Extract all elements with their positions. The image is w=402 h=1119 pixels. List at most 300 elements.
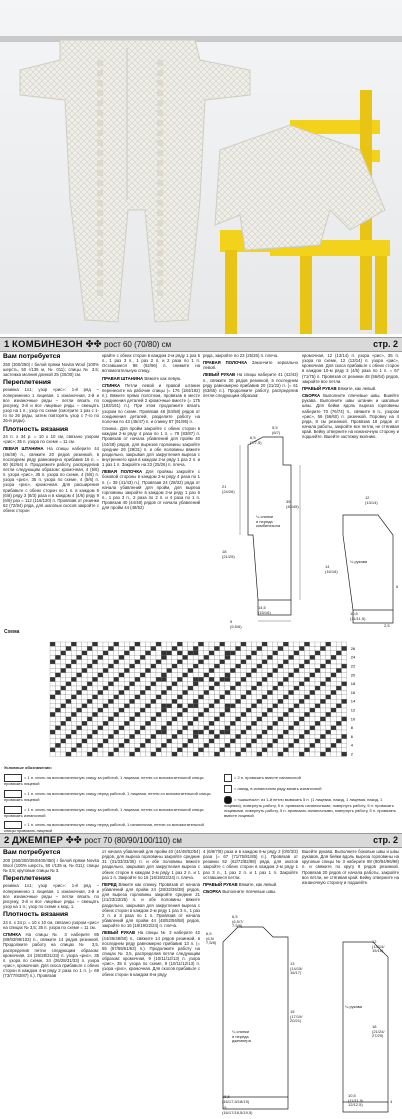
chart-cell xyxy=(119,704,124,708)
chart-cell xyxy=(278,690,283,694)
chart-cell xyxy=(92,712,97,716)
chart-cell xyxy=(241,646,246,650)
chart-cell xyxy=(82,726,87,730)
chart-cell xyxy=(92,642,97,646)
chart-cell xyxy=(331,730,336,734)
chart-cell xyxy=(331,668,336,672)
photo-illustration xyxy=(0,0,402,334)
chart-cell xyxy=(50,651,55,655)
chart-cell xyxy=(299,708,304,712)
chart-cell xyxy=(77,673,82,677)
chart-cell xyxy=(214,717,219,721)
chart-cell xyxy=(188,726,193,730)
chart-cell xyxy=(198,686,203,690)
chart-cell xyxy=(262,690,267,694)
chart-cell xyxy=(220,743,225,747)
chart-cell xyxy=(50,699,55,703)
chart-cell xyxy=(315,664,320,668)
chart-cell xyxy=(257,660,262,664)
chart-cell xyxy=(71,668,76,672)
chart-cell xyxy=(204,712,209,716)
chart-cell xyxy=(257,682,262,686)
chart-cell xyxy=(50,664,55,668)
chart-cell xyxy=(315,752,320,756)
chart-cell xyxy=(50,730,55,734)
chart-cell xyxy=(98,739,103,743)
chart-cell xyxy=(151,699,156,703)
chart-cell xyxy=(310,712,315,716)
chart-cell xyxy=(283,655,288,659)
chart-cell xyxy=(220,668,225,672)
chart-cell xyxy=(236,752,241,756)
chart-cell xyxy=(294,748,299,752)
s1-assembly-text: Выполните плечевые швы. Вшейте рукава. Выполните швы штанин и шаговые швы. Для бейки вдоль выреза горловины наберите 70 (76/74) п., свяжите 6 п., узором «рис», 56 (56/60) п. резинкой. Поровну на 4 ряда, 8 см резинкой. Провязав 18 рядов от начала работы, закройте все петли, не стягивая край. Бейку отверните на изнаночную сторону и подшейте. Вшейте застежку молнию. xyxy=(302,393,399,440)
chart-cell xyxy=(236,730,241,734)
chart-cell xyxy=(50,673,55,677)
chart-cell xyxy=(230,704,235,708)
chart-cell xyxy=(230,668,235,672)
chart-cell xyxy=(342,739,347,743)
chart-cell xyxy=(193,642,198,646)
chart-cell xyxy=(145,651,150,655)
chart-cell xyxy=(251,739,256,743)
chart-cell xyxy=(331,743,336,747)
chart-cell xyxy=(336,673,341,677)
chart-cell xyxy=(188,752,193,756)
chart-cell xyxy=(336,717,341,721)
chart-cell xyxy=(140,690,145,694)
chart-cell xyxy=(66,739,71,743)
chart-cell xyxy=(135,730,140,734)
chart-cell xyxy=(289,642,294,646)
chart-cell xyxy=(188,646,193,650)
chart-cell xyxy=(77,730,82,734)
chart-cell xyxy=(193,717,198,721)
chart-cell xyxy=(342,712,347,716)
chart-cell xyxy=(225,673,230,677)
s1-right-sleeve-text: Вяжите, как левый. xyxy=(337,385,377,391)
chart-cell xyxy=(246,655,251,659)
chart-cell xyxy=(225,704,230,708)
chart-cell xyxy=(278,712,283,716)
chart-cell xyxy=(326,739,331,743)
chart-cell xyxy=(177,704,182,708)
chart-cell xyxy=(108,655,113,659)
chart-cell xyxy=(331,677,336,681)
chart-cell xyxy=(108,730,113,734)
chart-cell xyxy=(342,708,347,712)
chart-cell xyxy=(267,748,272,752)
chart-cell xyxy=(251,642,256,646)
chart-cell xyxy=(273,690,278,694)
chart-cell xyxy=(299,651,304,655)
chart-cell xyxy=(304,721,309,725)
chart-cell xyxy=(130,651,135,655)
chart-cell xyxy=(262,686,267,690)
chart-cell xyxy=(278,717,283,721)
chart-cell xyxy=(320,668,325,672)
chart-cell xyxy=(214,668,219,672)
chart-cell xyxy=(92,748,97,752)
chart-cell xyxy=(66,682,71,686)
chart-cell xyxy=(315,682,320,686)
chart-cell xyxy=(320,708,325,712)
chart-cell xyxy=(167,677,172,681)
chart-cell xyxy=(82,642,87,646)
chart-cell xyxy=(304,712,309,716)
chart-cell xyxy=(214,704,219,708)
chart-cell xyxy=(156,673,161,677)
chart-cell xyxy=(167,708,172,712)
chart-cell xyxy=(283,704,288,708)
s1-label-sleeve-cuff: 6 xyxy=(396,584,399,589)
chart-cell xyxy=(236,646,241,650)
chart-cell xyxy=(198,690,203,694)
chart-cell xyxy=(50,734,55,738)
chart-cell xyxy=(82,704,87,708)
chart-cell xyxy=(209,752,214,756)
chart-cell xyxy=(188,748,193,752)
chart-cell xyxy=(273,677,278,681)
chart-cell xyxy=(257,730,262,734)
chart-cell xyxy=(183,739,188,743)
chart-cell xyxy=(294,699,299,703)
chart-cell xyxy=(145,677,150,681)
section2-size: рост 70 (80/90/100/110) см xyxy=(84,836,182,845)
chart-cell xyxy=(336,690,341,694)
chart-cell xyxy=(236,686,241,690)
chart-cell xyxy=(135,726,140,730)
chart-cell xyxy=(66,708,71,712)
chart-cell xyxy=(283,721,288,725)
chart-cell xyxy=(220,748,225,752)
s1-left-sleeve-text: На спицы наберите 41 (42/43) п., свяжите 20 рядов резинкой, в последнем ряду равномерно прибавив 20 (21/22) п. (= 61 (63/65) п.). Продолжите работу, распределив петли следующим образом: xyxy=(203,372,298,399)
chart-cell xyxy=(140,655,145,659)
s2-label-piece-name: ¼ спинки и переда джемпера xyxy=(232,1029,251,1044)
s1-patterns-text: резинка 1x1; узор «рис»: 1-й ряд – попеременно 1 лицевая, 1 изнаночная, 2-й и все изнаночные ряды – петли вязать по рисунку, 3-й и все лицевые ряды – смещать узор на 1 п.; узор по схеме (смотрите 1 раз с 1-го по 26 ряды, затем повторять узор с 7-го по 26-й ряды). xyxy=(3,387,99,424)
chart-cell xyxy=(230,655,235,659)
chart-cell xyxy=(167,651,172,655)
chart-cell xyxy=(77,677,82,681)
chart-cell xyxy=(114,664,119,668)
chart-cell xyxy=(161,704,166,708)
chart-cell xyxy=(66,660,71,664)
chart-cell xyxy=(161,726,166,730)
chart-cell xyxy=(55,651,60,655)
chart-cell xyxy=(119,743,124,747)
chart-cell xyxy=(320,748,325,752)
chart-cell xyxy=(71,646,76,650)
chart-cell xyxy=(204,726,209,730)
chart-cell xyxy=(273,726,278,730)
chart-cell xyxy=(331,739,336,743)
chart-cell xyxy=(183,682,188,686)
chart-cell xyxy=(172,743,177,747)
chart-cell xyxy=(145,668,150,672)
s1-label-neck-width: 5,5 (6/7) xyxy=(272,425,281,435)
chart-cell xyxy=(177,651,182,655)
chart-cell xyxy=(236,726,241,730)
chart-cell xyxy=(103,695,108,699)
chart-cell xyxy=(326,677,331,681)
chart-cell xyxy=(342,682,347,686)
chart-cell xyxy=(145,664,150,668)
chart-cell xyxy=(103,642,108,646)
chart-cell xyxy=(225,752,230,756)
chart-cell xyxy=(87,721,92,725)
chart-cell xyxy=(103,664,108,668)
chart-cell xyxy=(209,677,214,681)
chart-cell xyxy=(241,642,246,646)
chart-cell xyxy=(124,708,129,712)
s2-label-width2: 15 (16/17/18,5/19,5) xyxy=(222,1105,253,1115)
chart-cell xyxy=(326,642,331,646)
chart-cell xyxy=(156,752,161,756)
chart-cell xyxy=(198,739,203,743)
chart-cell xyxy=(225,734,230,738)
chart-cell xyxy=(66,743,71,747)
chart-cell xyxy=(320,686,325,690)
chart-cell xyxy=(278,708,283,712)
sweater-sleeve-outline xyxy=(343,939,388,1102)
chart-cell xyxy=(236,734,241,738)
chart-cell xyxy=(204,734,209,738)
chart-cell xyxy=(214,734,219,738)
chart-cell xyxy=(172,717,177,721)
chart-cell xyxy=(246,704,251,708)
chart-cell xyxy=(214,699,219,703)
chart-cell xyxy=(262,708,267,712)
chart-cell xyxy=(82,686,87,690)
chart-cell xyxy=(103,721,108,725)
chart-cell xyxy=(262,651,267,655)
chart-cell xyxy=(246,682,251,686)
chart-cell xyxy=(167,690,172,694)
section1-title: КОМБИНЕЗОН xyxy=(11,339,83,350)
chart-cell xyxy=(251,668,256,672)
section2-column-3 xyxy=(203,849,298,911)
chart-cell xyxy=(310,730,315,734)
chart-cell xyxy=(220,704,225,708)
chart-cell xyxy=(55,717,60,721)
chart-cell xyxy=(315,712,320,716)
chart-cell xyxy=(273,743,278,747)
chart-cell xyxy=(130,721,135,725)
chart-cell xyxy=(172,704,177,708)
chart-row-label: 6 xyxy=(350,733,354,739)
chart-cell xyxy=(278,743,283,747)
chart-cell xyxy=(140,704,145,708)
chart-cell xyxy=(331,642,336,646)
chart-cell xyxy=(140,668,145,672)
chart-cell xyxy=(257,651,262,655)
chart-cell xyxy=(257,695,262,699)
chart-cell xyxy=(299,748,304,752)
chart-cell xyxy=(193,660,198,664)
chart-cell xyxy=(220,734,225,738)
chart-cell xyxy=(108,739,113,743)
chart-cell xyxy=(183,646,188,650)
chart-cell xyxy=(77,752,82,756)
chart-cell xyxy=(236,682,241,686)
section2-column-2 xyxy=(102,849,200,1117)
chart-cell xyxy=(267,677,272,681)
chart-cell xyxy=(220,651,225,655)
chart-cell xyxy=(336,651,341,655)
chart-cell xyxy=(177,699,182,703)
chart-cell xyxy=(130,682,135,686)
chart-cell xyxy=(161,655,166,659)
chart-cell xyxy=(289,695,294,699)
chart-cell xyxy=(320,677,325,681)
chart-cell xyxy=(183,677,188,681)
chart-cell xyxy=(342,721,347,725)
chart-cell xyxy=(326,752,331,756)
chart-cell xyxy=(98,646,103,650)
chart-cell xyxy=(161,682,166,686)
chart-cell xyxy=(246,699,251,703)
chart-cell xyxy=(283,748,288,752)
section1-column-2 xyxy=(102,353,200,633)
chart-cell xyxy=(262,721,267,725)
chart-cell xyxy=(172,686,177,690)
chart-cell xyxy=(124,721,129,725)
chart-cell xyxy=(304,682,309,686)
chart-cell xyxy=(108,673,113,677)
chart-cell xyxy=(130,712,135,716)
chart-cell xyxy=(331,651,336,655)
chart-row-label: 2 xyxy=(350,751,354,757)
chart-cell xyxy=(209,708,214,712)
chart-cell xyxy=(241,708,246,712)
chart-cell xyxy=(331,690,336,694)
chart-cell xyxy=(177,677,182,681)
chart-cell xyxy=(283,686,288,690)
chart-cell xyxy=(92,699,97,703)
chart-cell xyxy=(183,726,188,730)
chart-cell xyxy=(124,726,129,730)
chart-cell xyxy=(98,686,103,690)
chart-cell xyxy=(161,699,166,703)
chart-cell xyxy=(214,712,219,716)
chart-cell xyxy=(204,651,209,655)
chart-cell xyxy=(151,743,156,747)
chart-cell xyxy=(204,704,209,708)
chart-cell xyxy=(331,708,336,712)
chart-cell xyxy=(198,712,203,716)
chart-cell xyxy=(289,646,294,650)
chart-cell xyxy=(320,646,325,650)
chart-cell xyxy=(257,748,262,752)
chart-cell xyxy=(183,752,188,756)
chart-cell xyxy=(336,682,341,686)
chart-cell xyxy=(145,699,150,703)
chart-cell xyxy=(299,726,304,730)
chart-cell xyxy=(61,748,66,752)
chart-cell xyxy=(214,721,219,725)
chart-cell xyxy=(135,748,140,752)
chart-cell xyxy=(124,730,129,734)
chart-cell xyxy=(50,646,55,650)
s1-label-sleeve-top: 12 (13/14) xyxy=(365,495,378,505)
chart-cell xyxy=(320,752,325,756)
chart-cell xyxy=(82,690,87,694)
chart-cell xyxy=(315,704,320,708)
chart-cell xyxy=(289,651,294,655)
chart-cell xyxy=(82,673,87,677)
chart-cell xyxy=(267,726,272,730)
chart-cell xyxy=(177,682,182,686)
chart-cell xyxy=(225,646,230,650)
chart-cell xyxy=(198,748,203,752)
chart-cell xyxy=(193,686,198,690)
chart-cell xyxy=(220,664,225,668)
chart-cell xyxy=(50,668,55,672)
chart-cell xyxy=(310,721,315,725)
chart-cell xyxy=(61,690,66,694)
chart-cell xyxy=(267,734,272,738)
chart-cell xyxy=(236,712,241,716)
chart-cell xyxy=(130,690,135,694)
chart-cell xyxy=(103,734,108,738)
chart-cell xyxy=(156,730,161,734)
chart-cell xyxy=(140,748,145,752)
chart-cell xyxy=(299,734,304,738)
s2-label-neck: 6,5 (6,5/7/ 7,5/8) xyxy=(232,914,244,929)
chart-cell xyxy=(320,664,325,668)
chart-cell xyxy=(161,673,166,677)
chart-cell xyxy=(204,664,209,668)
chart-cell xyxy=(140,726,145,730)
chart-cell xyxy=(262,668,267,672)
chart-cell xyxy=(103,748,108,752)
chart-cell xyxy=(257,690,262,694)
chart-cell xyxy=(172,668,177,672)
chart-cell xyxy=(257,717,262,721)
chart-cell xyxy=(236,668,241,672)
chart-cell xyxy=(267,708,272,712)
chart-cell xyxy=(140,699,145,703)
chart-cell xyxy=(299,646,304,650)
chart-cell xyxy=(236,651,241,655)
chart-cell xyxy=(193,668,198,672)
chart-cell xyxy=(167,673,172,677)
chart-cell xyxy=(167,743,172,747)
chart-cell xyxy=(283,668,288,672)
chart-cell xyxy=(230,699,235,703)
chart-cell xyxy=(92,708,97,712)
chart-cell xyxy=(193,748,198,752)
chart-cell xyxy=(326,690,331,694)
chart-cell xyxy=(257,673,262,677)
chart-cell xyxy=(50,717,55,721)
chart-cell xyxy=(77,682,82,686)
chart-cell xyxy=(50,739,55,743)
chart-cell xyxy=(61,704,66,708)
chart-cell xyxy=(71,704,76,708)
chart-cell xyxy=(299,664,304,668)
chart-cell xyxy=(230,664,235,668)
chart-cell xyxy=(140,743,145,747)
chart-cell xyxy=(294,726,299,730)
chart-cell xyxy=(262,642,267,646)
chart-cell xyxy=(167,721,172,725)
chart-cell xyxy=(108,660,113,664)
chart-cell xyxy=(326,695,331,699)
chart-cell xyxy=(183,673,188,677)
chart-cell xyxy=(204,743,209,747)
chart-cell xyxy=(167,646,172,650)
